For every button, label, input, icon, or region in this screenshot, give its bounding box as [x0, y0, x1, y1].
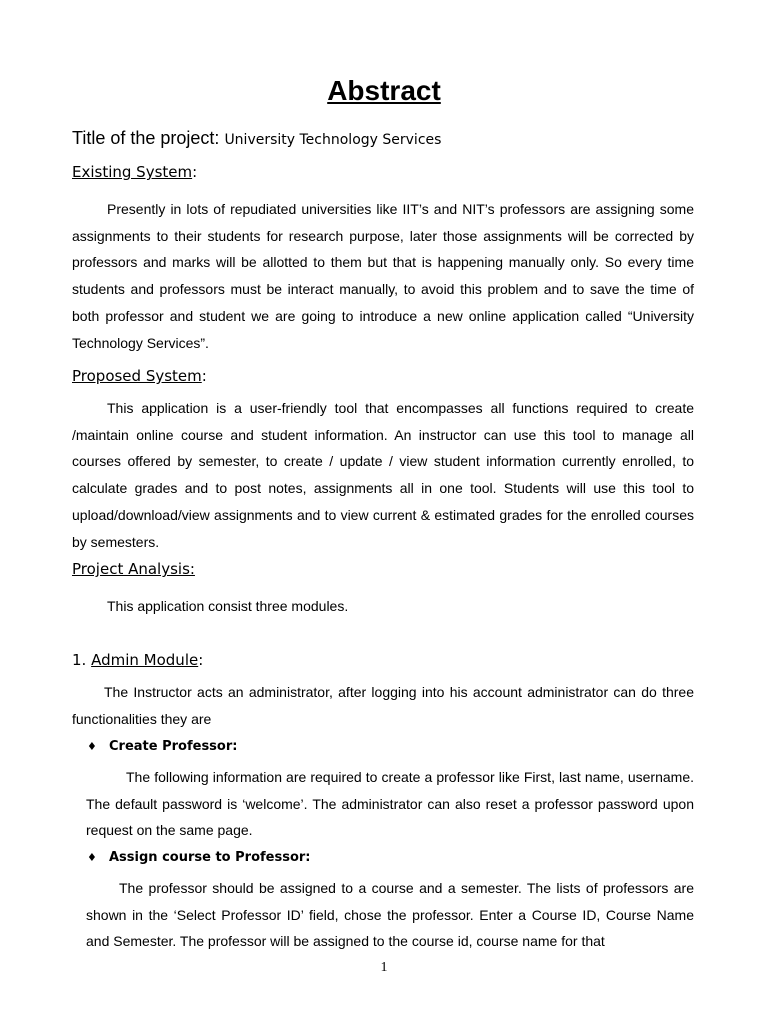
- proposed-system-heading: [72, 365, 207, 387]
- admin-module-heading-colon: :: [198, 651, 204, 669]
- create-professor-text: The following information are required to create a professor like First, last name, username. The default password is ‘welcome’. The administrator can also reset a professor password upon request on the same page.: [86, 769, 694, 839]
- proposed-system-paragraph: [72, 395, 694, 555]
- diamond-bullet-icon: ♦: [87, 740, 97, 753]
- diamond-bullet-icon: ♦: [87, 851, 97, 864]
- existing-system-heading-text: Existing System: [72, 163, 193, 181]
- existing-system-text: Presently in lots of repudiated universities like IIT’s and NIT’s professors are assigning some assignments to their students for research purpose, later those assignments will be corrected by professors and marks will be allotted to them but that is happening manually only. So every time students and professors must be interact manually, to avoid this problem and to save the time of both professor and student we are going to introduce a new online application called “University Technology Services”.: [72, 201, 694, 351]
- admin-module-heading-text: Admin Module: [91, 651, 199, 669]
- project-analysis-paragraph: [107, 593, 694, 620]
- existing-system-heading-colon: :: [192, 163, 198, 181]
- project-analysis-heading-text: Project Analysis:: [72, 560, 195, 578]
- proposed-system-heading-text: Proposed System: [72, 367, 202, 385]
- assign-course-paragraph: [86, 875, 694, 955]
- bullet-create-professor: [87, 737, 237, 757]
- existing-system-paragraph: [72, 196, 694, 356]
- project-title-line: [72, 125, 441, 153]
- admin-module-heading: [72, 649, 203, 671]
- proposed-system-heading-colon: :: [201, 367, 207, 385]
- project-title-colon: :: [214, 128, 220, 148]
- admin-module-number: 1.: [72, 651, 87, 669]
- existing-system-heading: [72, 161, 197, 183]
- admin-module-paragraph: [72, 679, 694, 732]
- bullet-label: Create Professor:: [109, 739, 238, 754]
- bullet-assign-course: [87, 848, 311, 868]
- project-title-value: University Technology Services: [224, 132, 442, 148]
- project-analysis-heading: [72, 558, 195, 580]
- page-title: Abstract: [327, 75, 441, 106]
- admin-module-text: The Instructor acts an administrator, after logging into his account administrator can do three functionalities they are: [72, 684, 694, 727]
- project-analysis-text: This application consist three modules.: [107, 598, 349, 614]
- assign-course-text: The professor should be assigned to a course and a semester. The lists of professors are shown in the ‘Select Professor ID’ field, chose the professor. Enter a Course ID, Course Name and Semester. The professor will be assigned to the course id, course name for that: [86, 880, 694, 950]
- proposed-system-text: This application is a user-friendly tool that encompasses all functions required to create /maintain online course and student information. An instructor can use this tool to manage all courses offered by semester, to create / update / view student information currently enrolled, to calculate grades and to post notes, assignments all in one tool. Students will use this tool to upload/download/view assignments and to view current & estimated grades for the enrolled courses by semesters.: [72, 400, 694, 550]
- project-title-label: Title of the project: [72, 128, 215, 148]
- page-number: 1: [380, 960, 388, 975]
- create-professor-paragraph: [86, 764, 694, 844]
- bullet-label: Assign course to Professor:: [109, 850, 311, 865]
